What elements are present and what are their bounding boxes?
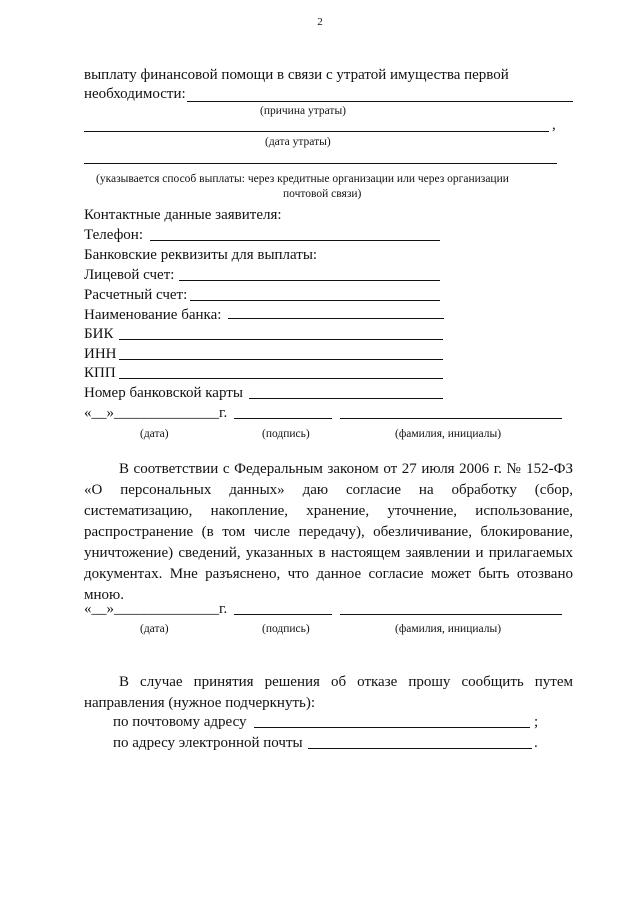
semicolon: ; bbox=[534, 714, 539, 730]
payment-method-caption-1: (указывается способ выплаты: через кредитные организации или через организации bbox=[96, 173, 509, 185]
signature-caption-1: (подпись) bbox=[262, 428, 310, 440]
signature-caption-2: (подпись) bbox=[262, 623, 310, 635]
date-field-1[interactable]: «__»______________ bbox=[84, 405, 219, 421]
settlement-account-label: Расчетный счет: bbox=[84, 287, 188, 303]
intro-line: выплату финансовой помощи в связи с утратой имущества первой bbox=[84, 67, 509, 83]
name-field-2[interactable] bbox=[340, 614, 562, 615]
contacts-heading: Контактные данные заявителя: bbox=[84, 207, 282, 223]
settlement-account-field[interactable] bbox=[190, 300, 440, 301]
consent-line: В соответствии с Федеральным законом от 27 июля 2006 г. № 152-ФЗ bbox=[119, 461, 573, 477]
reason-line[interactable] bbox=[187, 101, 573, 102]
reason-caption: (причина утраты) bbox=[260, 105, 347, 117]
name-caption-2: (фамилия, инициалы) bbox=[395, 623, 502, 635]
personal-account-field[interactable] bbox=[179, 280, 440, 281]
date-of-loss-caption: (дата утраты) bbox=[265, 136, 331, 148]
postal-option-label[interactable]: по почтовому адресу bbox=[113, 714, 247, 730]
email-option-label[interactable]: по адресу электронной почты bbox=[113, 735, 303, 751]
kpp-label: КПП bbox=[84, 365, 116, 381]
consent-paragraph bbox=[84, 459, 573, 606]
consent-line: уничтожение) сведений, указанных в настоящем заявлении и прилагаемых bbox=[84, 545, 573, 561]
signature-field-2[interactable] bbox=[234, 614, 332, 615]
date-caption-1: (дата) bbox=[140, 428, 169, 440]
bank-heading: Банковские реквизиты для выплаты: bbox=[84, 247, 318, 263]
refusal-line: направления (нужное подчеркнуть): bbox=[84, 695, 316, 711]
name-caption-1: (фамилия, инициалы) bbox=[395, 428, 502, 440]
bank-name-field[interactable] bbox=[228, 318, 444, 319]
postal-address-field[interactable] bbox=[254, 727, 530, 728]
page-number: 2 bbox=[317, 16, 323, 28]
inn-field[interactable] bbox=[119, 359, 443, 360]
consent-line: мною. bbox=[84, 587, 124, 603]
kpp-field[interactable] bbox=[119, 378, 443, 379]
consent-line: систематизацию, накопление, хранение, уточнение, использование, bbox=[84, 503, 573, 519]
name-field-1[interactable] bbox=[340, 418, 562, 419]
bank-name-label: Наименование банка: bbox=[84, 307, 222, 323]
comma: , bbox=[552, 117, 556, 133]
date-of-loss-line[interactable] bbox=[84, 131, 549, 132]
date-field-2[interactable]: «__»______________ bbox=[84, 601, 219, 617]
phone-label: Телефон: bbox=[84, 227, 143, 243]
period: . bbox=[534, 735, 538, 751]
phone-field[interactable] bbox=[150, 240, 440, 241]
year-abbrev-1: г. bbox=[219, 405, 228, 421]
personal-account-label: Лицевой счет: bbox=[84, 267, 175, 283]
date-caption-2: (дата) bbox=[140, 623, 169, 635]
refusal-line: В случае принятия решения об отказе прошу сообщить путем bbox=[119, 674, 573, 690]
inn-label: ИНН bbox=[84, 346, 117, 362]
year-abbrev-2: г. bbox=[219, 601, 228, 617]
card-number-label: Номер банковской карты bbox=[84, 385, 243, 401]
payment-method-caption-2: почтовой связи) bbox=[283, 188, 362, 200]
consent-line: распространение (в том числе передачу), обезличивание, блокирование, bbox=[84, 524, 573, 540]
card-number-field[interactable] bbox=[249, 398, 443, 399]
refusal-paragraph bbox=[84, 672, 573, 714]
consent-line: «О персональных данных» даю согласие на обработку (сбор, bbox=[84, 482, 573, 498]
necessity-label: необходимости: bbox=[84, 86, 186, 102]
bik-field[interactable] bbox=[119, 339, 443, 340]
consent-line: документах. Мне разъяснено, что данное согласие может быть отозвано bbox=[84, 566, 573, 582]
email-address-field[interactable] bbox=[308, 748, 532, 749]
payment-method-line[interactable] bbox=[84, 163, 557, 164]
bik-label: БИК bbox=[84, 326, 114, 342]
signature-field-1[interactable] bbox=[234, 418, 332, 419]
